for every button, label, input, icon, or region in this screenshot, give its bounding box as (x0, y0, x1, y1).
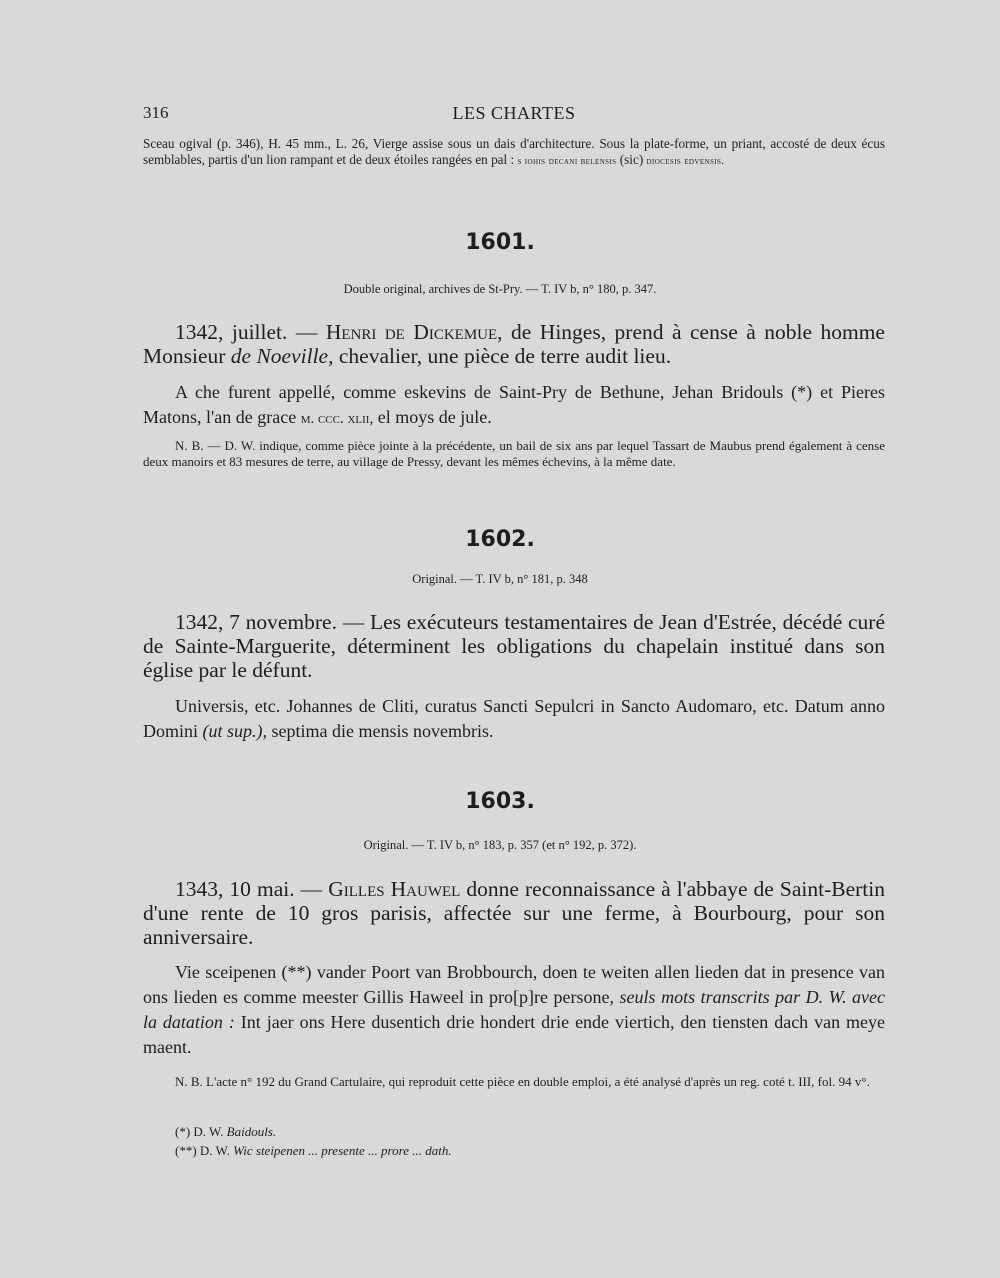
seal-text: Sceau ogival (p. 346), H. 45 mm., L. 26, Vierge assise sous un dais d'architecture. Sous la plate-forme, un priant, accosté de deux écus semblables, partis d'un lion rampant et de deux étoiles rangées en pal : (143, 136, 885, 167)
act-summary-1601: 1342, juillet. — Henri de Dickemue, de Hinges, prend à cense à noble homme Monsieur de Noeville, chevalier, une pièce de terre audit lieu. (143, 320, 885, 368)
act-number-1602: 1602. (465, 527, 535, 552)
act-summary-1602: 1342, 7 novembre. — Les exécuteurs testamentaires de Jean d'Estrée, décédé curé de Sainte-Marguerite, déterminent les obligations du chapelain institué dans son église par le défunt. (143, 610, 885, 682)
page-header (143, 103, 885, 127)
footnote: (**) D. W. Wic steipenen ... presente ... prore ... dath. (175, 1143, 452, 1158)
footnote: (*) D. W. Baidouls. (175, 1124, 277, 1139)
page-number: 316 (143, 103, 169, 122)
act-number-1603: 1603. (465, 789, 535, 814)
running-title: LES CHARTES (452, 103, 576, 123)
act-number-1601: 1601. (465, 230, 535, 255)
act-source-1603: Original. — T. IV b, n° 183, p. 357 (et n° 192, p. 372). (363, 838, 637, 852)
act-source-1601: Double original, archives de St-Pry. — T. IV b, n° 180, p. 347. (343, 282, 657, 296)
act-text-1603: Vie sceipenen (**) vander Poort van Brobbourch, doen te weiten allen lieden dat in presence van ons lieden es comme meester Gillis Haweel in pro[p]re persone, seuls mots transcrits par D. W. avec la datation : Int jaer ons Here dusentich drie hondert drie ende viertich, den tiensten dach van meye maent. (143, 962, 886, 1057)
seal-legend: decani belensis (548, 156, 617, 167)
seal-legend-sic: (sic) (619, 152, 644, 167)
act-source-1602: Original. — T. IV b, n° 181, p. 348 (412, 572, 588, 586)
footnotes (175, 1122, 875, 1160)
seal-legend: s iohis (517, 156, 546, 167)
act-text-1602: Universis, etc. Johannes de Cliti, curatus Sancti Sepulcri in Sancto Audomaro, etc. Datum anno Domini (ut sup.), septima die mensis novembris. (143, 696, 885, 741)
act-summary-1603: 1343, 10 mai. — Gilles Hauwel donne reconnaissance à l'abbaye de Saint-Bertin d'une rente de 10 gros parisis, affectée sur une ferme, à Bourbourg, pour son anniversaire. (143, 877, 886, 949)
seal-description (143, 136, 885, 170)
act-note-1601: N. B. — D. W. indique, comme pièce jointe à la précédente, un bail de six ans par lequel Tassart de Maubus prend également à cense deux manoirs et 83 mesures de terre, au village de Pressy, devant les mêmes échevins, à la même date. (143, 438, 885, 469)
seal-legend: diocesis edvensis. (646, 156, 725, 167)
act-text-1601: A che furent appellé, comme eskevins de Saint-Pry de Bethune, Jehan Bridouls (*) et Pieres Matons, l'an de grace m. ccc. xlii, el moys de jule. (143, 382, 885, 427)
act-note-1603: N. B. L'acte n° 192 du Grand Cartulaire, qui reproduit cette pièce en double emploi, a été analysé d'après un reg. coté t. III, fol. 94 v°. (175, 1074, 870, 1089)
